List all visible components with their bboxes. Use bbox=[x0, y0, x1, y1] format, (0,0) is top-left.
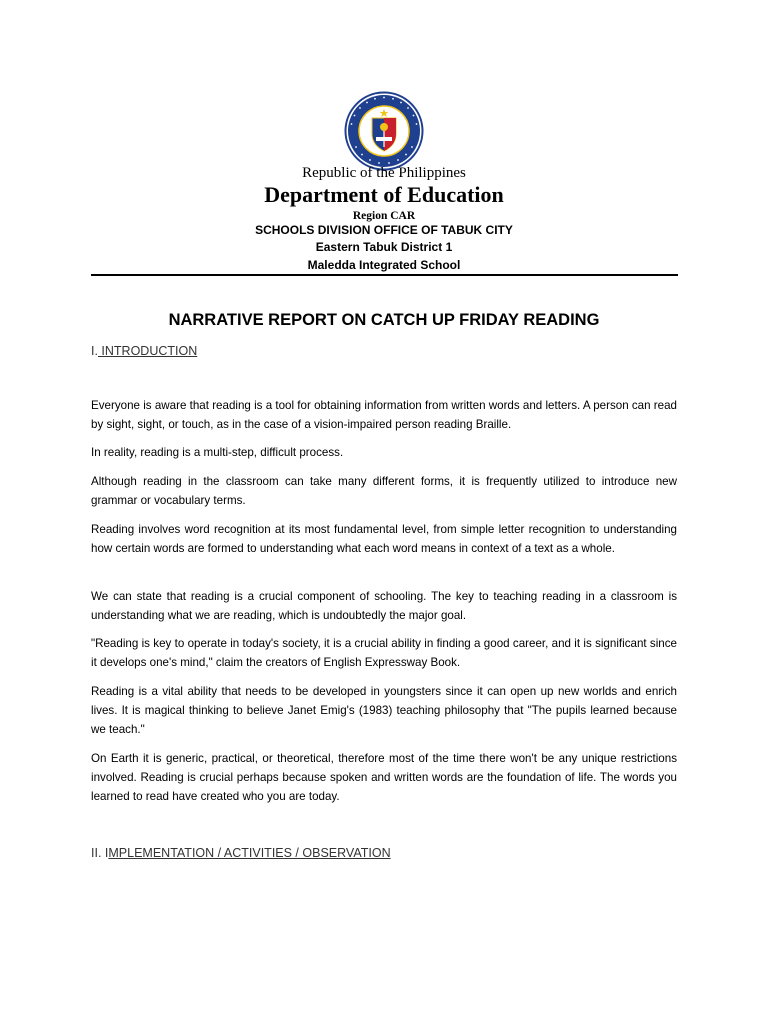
section-heading-label: MPLEMENTATION / ACTIVITIES / OBSERVATION bbox=[108, 846, 391, 860]
paragraph: Reading involves word recognition at its most fundamental level, from simple letter recognition to understanding how certain words are formed to understanding what each word means in context of a text as a whole. bbox=[91, 523, 677, 555]
section-heading-introduction bbox=[91, 343, 197, 359]
division-office-line: SCHOOLS DIVISION OFFICE OF TABUK CITY bbox=[255, 223, 513, 237]
header-divider bbox=[91, 274, 678, 276]
paragraph: Reading is a vital ability that needs to be developed in youngsters since it can open up new worlds and enrich lives. It is magical thinking to believe Janet Emig's (1983) teaching philosophy that "The pupils learned because we teach." bbox=[91, 685, 677, 736]
republic-line: Republic of the Philippines bbox=[302, 165, 466, 181]
school-name-line: Maledda Integrated School bbox=[307, 258, 461, 272]
section-number: II. I bbox=[91, 846, 109, 860]
region-line: Region CAR bbox=[352, 210, 416, 222]
deped-seal-logo bbox=[344, 91, 424, 171]
section-number: I. bbox=[91, 344, 98, 358]
paragraph: "Reading is key to operate in today's society, it is a crucial ability in finding a good career, and it is significant since it develops one's mind," claim the creators of English Expressway Book. bbox=[91, 637, 677, 669]
district-line: Eastern Tabuk District 1 bbox=[315, 240, 453, 254]
paragraph: On Earth it is generic, practical, or theoretical, therefore most of the time there won't be any unique restrictions involved. Reading is crucial perhaps because spoken and written words are the foundation of life. The words you learned to read have created who you are today. bbox=[91, 752, 677, 803]
section-heading-implementation bbox=[91, 845, 391, 861]
report-title: NARRATIVE REPORT ON CATCH UP FRIDAY READING bbox=[168, 311, 600, 329]
department-name: Department of Education bbox=[264, 182, 504, 207]
paragraph: Although reading in the classroom can take many different forms, it is frequently utilized to introduce new grammar or vocabulary terms. bbox=[91, 475, 677, 507]
paragraph: We can state that reading is a crucial component of schooling. The key to teaching reading in a classroom is understanding what we are reading, which is undoubtedly the major goal. bbox=[91, 590, 677, 622]
paragraph: In reality, reading is a multi-step, difficult process. bbox=[91, 446, 344, 459]
section-heading-label: INTRODUCTION bbox=[97, 344, 198, 358]
paragraph: Everyone is aware that reading is a tool for obtaining information from written words and letters. A person can read by sight, sight, or touch, as in the case of a vision-impaired person reading Braille. bbox=[91, 399, 677, 431]
